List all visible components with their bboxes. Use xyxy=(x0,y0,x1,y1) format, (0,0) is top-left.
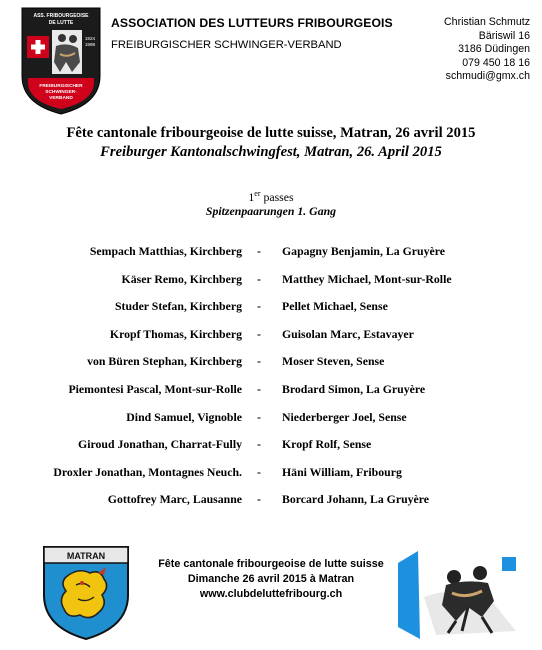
pairing-separator: - xyxy=(257,382,261,396)
pairing-separator: - xyxy=(257,437,261,452)
wrestler-right: Pellet Michael, Sense xyxy=(282,299,388,314)
wrestler-right: Borcard Johann, La Gruyère xyxy=(282,492,430,507)
matran-label: MATRAN xyxy=(66,551,106,561)
pairing-row xyxy=(0,465,542,483)
pairing-separator: - xyxy=(257,299,261,314)
round-heading xyxy=(0,189,542,205)
contact-name: Christian Schmutz xyxy=(444,16,530,28)
wrestler-right: Gapagny Benjamin, La Gruyère xyxy=(282,244,445,258)
wrestler-right: Brodard Simon, La Gruyère xyxy=(282,382,426,396)
wrestlers-icon xyxy=(52,30,82,74)
pairing-separator: - xyxy=(257,409,261,424)
footer-line-2: Dimanche 26 avril 2015 à Matran xyxy=(187,573,355,585)
contact-phone: 079 450 18 16 xyxy=(462,56,530,69)
pairing-row xyxy=(0,244,542,262)
wrestler-left: Sempach Matthias, Kirchberg xyxy=(89,244,242,258)
event-title-french: Fête cantonale fribourgeoise de lutte suisse, Matran, 26 avril 2015 xyxy=(66,125,476,141)
logo-text-top-2: DE LUTTE xyxy=(48,20,74,26)
wrestler-right: Guisolan Marc, Estavayer xyxy=(282,326,414,341)
footer-website-link[interactable]: www.clubdeluttefribourg.ch xyxy=(199,588,343,600)
wrestler-right: Häni William, Fribourg xyxy=(282,464,402,479)
round-superscript: er xyxy=(254,189,261,198)
pairing-row xyxy=(0,327,542,345)
pairing-row xyxy=(0,272,542,290)
round-label-french: passes xyxy=(263,189,294,204)
logo-text-bottom-3: VERBAND xyxy=(49,96,73,101)
event-title-german: Freiburger Kantonalschwingfest, Matran, 26. April 2015 xyxy=(100,144,442,160)
association-subtitle: FREIBURGISCHER SCHWINGER-VERBAND xyxy=(111,39,342,51)
pairing-separator: - xyxy=(257,492,261,507)
contact-city: 3186 Düdingen xyxy=(458,43,530,56)
wrestler-left: Dind Samuel, Vignoble xyxy=(126,409,242,424)
wrestler-right: Moser Steven, Sense xyxy=(282,354,385,369)
logo-text-bottom-1: FREIBURGISCHER xyxy=(39,84,83,89)
wrestler-right: Niederberger Joel, Sense xyxy=(282,409,407,424)
round-number: 1 xyxy=(248,189,255,204)
contact-block xyxy=(444,16,530,84)
pairing-row xyxy=(0,354,542,372)
swiss-cross-icon xyxy=(27,36,49,58)
association-shield-logo xyxy=(20,6,102,116)
contact-street: Bäriswil 16 xyxy=(478,29,530,42)
footer-text xyxy=(110,557,432,602)
pairing-row xyxy=(0,299,542,317)
pairing-separator: - xyxy=(257,354,261,369)
pairing-separator: - xyxy=(257,244,261,258)
pairing-separator: - xyxy=(257,326,261,341)
wrestler-left: Kropf Thomas, Kirchberg xyxy=(109,326,242,341)
contact-email[interactable]: schmudi@gmx.ch xyxy=(445,70,530,83)
footer-line-1: Fête cantonale fribourgeoise de lutte suisse xyxy=(158,558,384,570)
association-name: ASSOCIATION DES LUTTEURS FRIBOURGEOIS xyxy=(111,16,393,30)
pairing-separator: - xyxy=(257,271,261,286)
pairing-separator: - xyxy=(257,464,261,479)
wrestler-left: Studer Stefan, Kirchberg xyxy=(114,299,242,314)
wrestler-right: Matthey Michael, Mont-sur-Rolle xyxy=(282,271,452,286)
wrestler-right: Kropf Rolf, Sense xyxy=(282,437,372,452)
logo-text-bottom-2: SCHWINGER- xyxy=(45,90,77,95)
pairing-row xyxy=(0,410,542,428)
wrestler-left: Piemontesi Pascal, Mont-sur-Rolle xyxy=(68,382,242,396)
logo-year-2: 1998 xyxy=(84,42,96,47)
logo-text-top: ASS. FRIBOURGEOISE xyxy=(33,13,89,19)
wrestler-left: Käser Remo, Kirchberg xyxy=(121,271,242,286)
wrestlers-illustration xyxy=(396,547,530,639)
pairing-row xyxy=(0,437,542,455)
lion-icon xyxy=(61,567,106,618)
wrestler-left: von Büren Stephan, Kirchberg xyxy=(87,354,242,369)
round-label-german: Spitzenpaarungen 1. Gang xyxy=(205,204,337,218)
wrestler-left: Gottofrey Marc, Lausanne xyxy=(107,492,242,507)
pairing-row xyxy=(0,382,542,400)
logo-year-1: 1924 xyxy=(84,36,96,41)
wrestler-left: Giroud Jonathan, Charrat-Fully xyxy=(78,437,242,452)
wrestler-left: Droxler Jonathan, Montagnes Neuch. xyxy=(53,464,242,479)
pairing-row xyxy=(0,492,542,510)
